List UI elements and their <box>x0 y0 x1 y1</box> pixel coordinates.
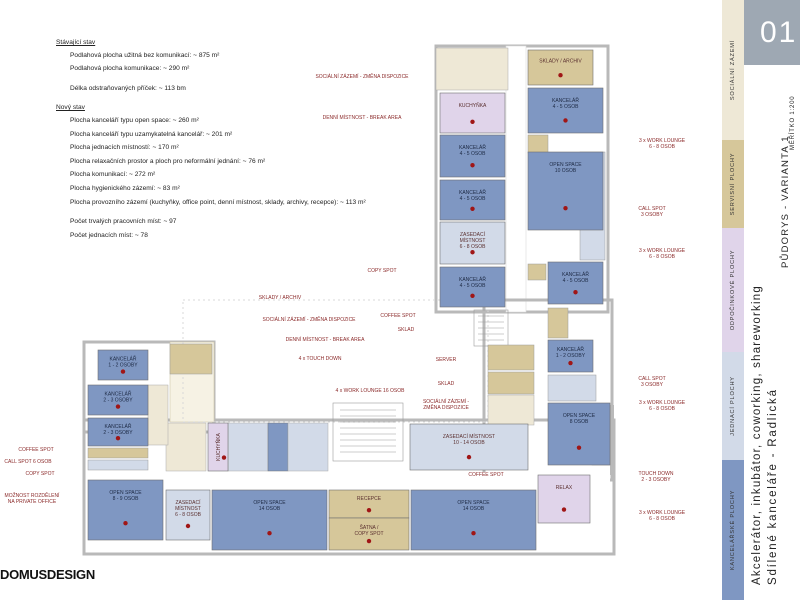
room <box>88 385 148 415</box>
room-marker <box>470 207 474 211</box>
callout-label: DENNÍ MÍSTNOST - BREAK AREA <box>322 115 402 121</box>
room-label: ŠATNA / COPY SPOT <box>354 525 384 538</box>
legend-band-hygiene: SOCIÁLNÍ ZÁZEMÍ <box>722 0 744 140</box>
callout-label: COFFEE SPOT <box>468 472 504 478</box>
room-label: KANCELÁŘ 4 - 5 OSOB <box>459 190 486 202</box>
legend-band-service: SERVISNÍ PLOCHY <box>722 140 744 228</box>
room-marker <box>568 361 572 365</box>
callout-label: TOUCH DOWN 2 - 3 OSOBY <box>638 471 674 483</box>
room-label: OPEN SPACE 14 OSOB <box>457 500 490 512</box>
room-marker <box>558 73 562 77</box>
room-marker <box>470 250 474 254</box>
callout-label: DENNÍ MÍSTNOST - BREAK AREA <box>285 337 365 343</box>
room-marker <box>367 539 371 543</box>
callout-label: 3 x WORK LOUNGE 6 - 8 OSOB <box>638 248 686 260</box>
room <box>88 480 163 540</box>
room-label: KANCELÁŘ 4 - 5 OSOB <box>459 277 486 289</box>
callout-label: 3 x WORK LOUNGE 6 - 8 OSOB <box>638 400 686 412</box>
stat-line: Plocha hygienického zázemí: ~ 83 m² <box>70 184 180 192</box>
room-label: KUCHYŇKA <box>216 433 222 461</box>
room <box>410 424 528 470</box>
room-label: KANCELÁŘ 2 - 3 OSOBY <box>103 423 133 436</box>
callout-label: MOŽNOST ROZDĚLENÍ NA PRIVATE OFFICE <box>4 493 60 505</box>
room-label: KANCELÁŘ 2 - 3 OSOBY <box>103 391 133 404</box>
room-label: OPEN SPACE 8 OSOB <box>562 413 596 425</box>
room-label: OPEN SPACE 14 OSOB <box>253 500 286 512</box>
room-marker <box>116 404 120 408</box>
callout-label: SOCIÁLNÍ ZÁZEMÍ - ZMĚNA DISPOZICE <box>262 317 356 323</box>
room <box>166 490 210 540</box>
room-label: ZASEDACÍ MÍSTNOST 6 - 8 OSOB <box>459 232 486 250</box>
plan-scale: MĚŘÍTKO 1:200 <box>790 95 796 150</box>
room <box>98 350 148 380</box>
new-state-heading: Nový stav <box>56 104 85 112</box>
room-marker <box>471 531 475 535</box>
legend-band-office: KANCELÁŘSKÉ PLOCHY <box>722 460 744 600</box>
callout-label: SOCIÁLNÍ ZÁZEMÍ - ZMĚNA DISPOZICE <box>315 74 409 80</box>
room <box>548 340 593 372</box>
room <box>528 50 593 85</box>
room <box>440 135 505 177</box>
stat-line: Plocha provozního zázemí (kuchyňky, office point, denní místnost, sklady, archivy, recepce): ~ 113 m² <box>70 198 366 206</box>
room-label: OPEN SPACE 10 OSOB <box>549 162 582 174</box>
title-panel <box>722 0 800 600</box>
room <box>440 222 505 264</box>
callout-label: 4 x WORK LOUNGE 16 OSOB <box>335 388 405 394</box>
callout-label: COFFEE SPOT <box>18 447 54 453</box>
room-marker <box>577 445 581 449</box>
callout-label: CALL SPOT 6 OSOB <box>4 459 52 465</box>
room-marker <box>222 455 226 459</box>
room-marker <box>470 120 474 124</box>
room <box>329 490 409 518</box>
room <box>440 267 505 307</box>
callout-label: SKLADY / ARCHIV <box>258 295 302 301</box>
legend-band-relax: ODPOČINKOVÉ PLOCHY <box>722 228 744 352</box>
callout-label: COFFEE SPOT <box>380 313 416 319</box>
stat-line: Počet trvalých pracovních míst: ~ 97 <box>70 218 177 226</box>
stat-line: Podlahová plocha komunikace: ~ 290 m² <box>70 65 190 73</box>
stat-line: Plocha kanceláří typu uzamykatelná kancelář: ~ 201 m² <box>70 130 233 138</box>
room <box>528 88 603 133</box>
room <box>208 423 228 471</box>
room-marker <box>563 118 567 122</box>
room-marker <box>116 436 120 440</box>
room-marker <box>470 163 474 167</box>
room-label: OPEN SPACE 8 - 9 OSOB <box>109 490 142 502</box>
room <box>88 418 148 446</box>
callout-label: CALL SPOT 3 OSOBY <box>638 206 666 218</box>
callout-label: SKLAD <box>397 327 415 333</box>
room <box>212 490 327 550</box>
room-marker <box>467 455 471 459</box>
stat-line: Plocha jednacích místností: ~ 170 m² <box>70 144 179 152</box>
room-marker <box>562 507 566 511</box>
stat-line: Plocha relaxačních prostor a ploch pro neformální jednání: ~ 76 m² <box>70 157 266 165</box>
current-state-heading: Stávající stav <box>56 39 96 46</box>
room-marker <box>186 524 190 528</box>
stat-line: Podlahová plocha užitná bez komunikací: ~ 875 m² <box>70 51 220 59</box>
room-label: KANCELÁŘ 1 - 2 OSOBY <box>108 356 138 369</box>
room-marker <box>267 531 271 535</box>
room <box>329 518 409 550</box>
sheet-number: 01 <box>744 0 800 65</box>
room-label: SKLADY / ARCHIV <box>539 58 582 65</box>
room-marker <box>367 508 371 512</box>
callout-label: 3 x WORK LOUNGE 6 - 8 OSOB <box>638 138 686 150</box>
room <box>548 262 603 304</box>
room-marker <box>123 521 127 525</box>
room-marker <box>121 369 125 373</box>
stat-line: Délka odstraňovaných příček: ~ 113 bm <box>70 84 186 92</box>
room-marker <box>573 290 577 294</box>
callout-label: 4 x TOUCH DOWN <box>298 356 342 362</box>
domusdesign-logo: DOMUSDESIGN <box>0 567 95 582</box>
legend-band-meeting: JEDNACÍ PLOCHY <box>722 352 744 460</box>
room-label: KANCELÁŘ 1 - 2 OSOBY <box>555 347 586 360</box>
room-label: KANCELÁŘ 4 - 5 OSOB <box>562 272 589 284</box>
room-label: KANCELÁŘ 4 - 5 OSOB <box>459 145 486 157</box>
stat-line: Počet jednacích míst: ~ 78 <box>70 231 148 239</box>
project-title: Akcelerátor, inkubátor, coworking, shareworking <box>751 285 763 585</box>
callout-label: 3 x WORK LOUNGE 6 - 8 OSOB <box>638 510 686 522</box>
room-label: ZASEDACÍ MÍSTNOST 6 - 8 OSOB <box>175 500 201 518</box>
room-label: RECEPCE <box>356 495 382 502</box>
callout-label: CALL SPOT 3 OSOBY <box>638 376 666 388</box>
room-label: KUCHYŇKA <box>458 103 487 109</box>
callout-label: SKLAD <box>437 381 455 387</box>
callout-label: COPY SPOT <box>25 471 55 477</box>
room <box>411 490 536 550</box>
plan-variant: PŮDORYS - VARIANTA 1 <box>780 135 791 268</box>
project-subtitle: Sdílené kanceláře - Radlická <box>767 388 779 585</box>
room-marker <box>563 206 567 210</box>
callout-label: COPY SPOT <box>367 268 397 274</box>
room <box>538 475 590 523</box>
room <box>548 403 610 465</box>
room-label: KANCELÁŘ 4 - 5 OSOB <box>552 98 579 110</box>
room <box>528 152 603 230</box>
callout-label: SOCIÁLNÍ ZÁZEMÍ -ZMĚNA DISPOZICE <box>422 399 470 411</box>
callout-label: SERVER <box>435 357 457 363</box>
stat-line: Plocha kanceláří typu open space: ~ 260 m² <box>70 116 199 124</box>
room-label: ZASEDACÍ MÍSTNOST 10 - 14 OSOB <box>442 434 496 446</box>
room-label: RELAX <box>555 485 573 491</box>
room <box>440 93 505 133</box>
room-marker <box>470 294 474 298</box>
room <box>440 180 505 220</box>
stat-line: Plocha komunikací: ~ 272 m² <box>70 171 156 179</box>
